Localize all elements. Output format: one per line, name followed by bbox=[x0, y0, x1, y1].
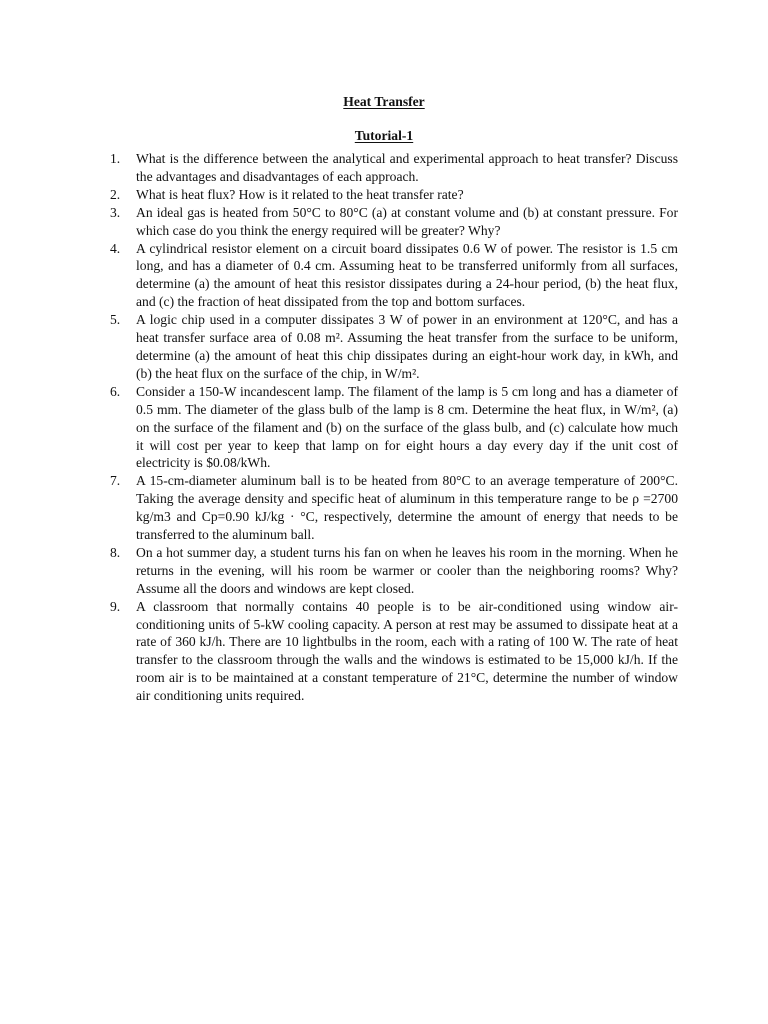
question-text: What is the difference between the analytical and experimental approach to heat transfer? Discuss the advantages and disadvantages of each approach. bbox=[136, 151, 678, 184]
question-text: On a hot summer day, a student turns his fan on when he leaves his room in the morning. When he returns in the evening, will his room be warmer or cooler than the neighboring rooms? Why? Assume all the doors and windows are kept closed. bbox=[136, 544, 678, 596]
question-number: 6. bbox=[110, 383, 121, 399]
question-item bbox=[110, 383, 678, 473]
question-item bbox=[110, 186, 678, 204]
question-item bbox=[110, 204, 678, 240]
question-item bbox=[110, 544, 678, 598]
question-item bbox=[110, 472, 678, 544]
question-list bbox=[110, 150, 678, 705]
question-text: A 15-cm-diameter aluminum ball is to be heated from 80°C to an average temperature of 200°C. Taking the average density and specific heat of aluminum in this temperature range to be ρ =2700 kg/m3 and Cp=0.90 kJ/kg · °C, respectively, determine the amount of energy that needs to be transferred to the aluminum ball. bbox=[136, 473, 678, 543]
question-text: What is heat flux? How is it related to the heat transfer rate? bbox=[136, 186, 464, 202]
question-text: A cylindrical resistor element on a circuit board dissipates 0.6 W of power. The resistor is 1.5 cm long, and has a diameter of 0.4 cm. Assuming heat to be transferred uniformly from all surfaces, determine (a) the amount of heat this resistor dissipates during a 24-hour period, (b) the heat flux, and (c) the fraction of heat dissipated from the top and bottom surfaces. bbox=[136, 240, 678, 310]
question-number: 8. bbox=[110, 544, 121, 560]
question-item bbox=[110, 240, 678, 312]
question-item bbox=[110, 150, 678, 186]
document-title-text: Heat Transfer bbox=[343, 94, 425, 109]
document-subtitle bbox=[0, 127, 768, 145]
question-number: 3. bbox=[110, 204, 121, 220]
question-number: 5. bbox=[110, 312, 121, 328]
question-number: 9. bbox=[110, 598, 121, 614]
document-subtitle-text: Tutorial-1 bbox=[354, 128, 414, 143]
question-text: A logic chip used in a computer dissipates 3 W of power in an environment at 120°C, and has a heat transfer surface area of 0.08 m². Assuming the heat transfer from the surface to be uniform, determine (a) the amount of heat this chip dissipates during an eight-hour work day, in kWh, and (b) the heat flux on the surface of the chip, in W/m². bbox=[136, 312, 678, 381]
question-text: An ideal gas is heated from 50°C to 80°C (a) at constant volume and (b) at constant pressure. For which case do you think the energy required will be greater? Why? bbox=[136, 204, 678, 238]
question-item bbox=[110, 598, 678, 705]
question-number: 7. bbox=[110, 473, 121, 489]
question-number: 4. bbox=[110, 240, 121, 256]
question-text: Consider a 150-W incandescent lamp. The filament of the lamp is 5 cm long and has a diameter of 0.5 mm. The diameter of the glass bulb of the lamp is 8 cm. Determine the heat flux, in W/m², (a) on the surface of the filament and (b) on the surface of the glass bulb, and (c) calculate how much it will cost per year to keep that lamp on for eight hours a day every day if the unit cost of electricity is $0.08/kWh. bbox=[136, 383, 678, 471]
question-number: 1. bbox=[110, 151, 121, 166]
document-title bbox=[0, 93, 768, 111]
question-number: 2. bbox=[110, 186, 121, 202]
question-text: A classroom that normally contains 40 people is to be air-conditioned using window air-conditioning units of 5-kW cooling capacity. A person at rest may be assumed to dissipate heat at a rate of 360 kJ/h. There are 10 lightbulbs in the room, each with a rating of 100 W. The rate of heat transfer to the classroom through the walls and the windows is estimated to be 15,000 kJ/h. If the room air is to be maintained at a constant temperature of 21°C, determine the number of window air conditioning units required. bbox=[136, 598, 678, 704]
question-item bbox=[110, 311, 678, 383]
